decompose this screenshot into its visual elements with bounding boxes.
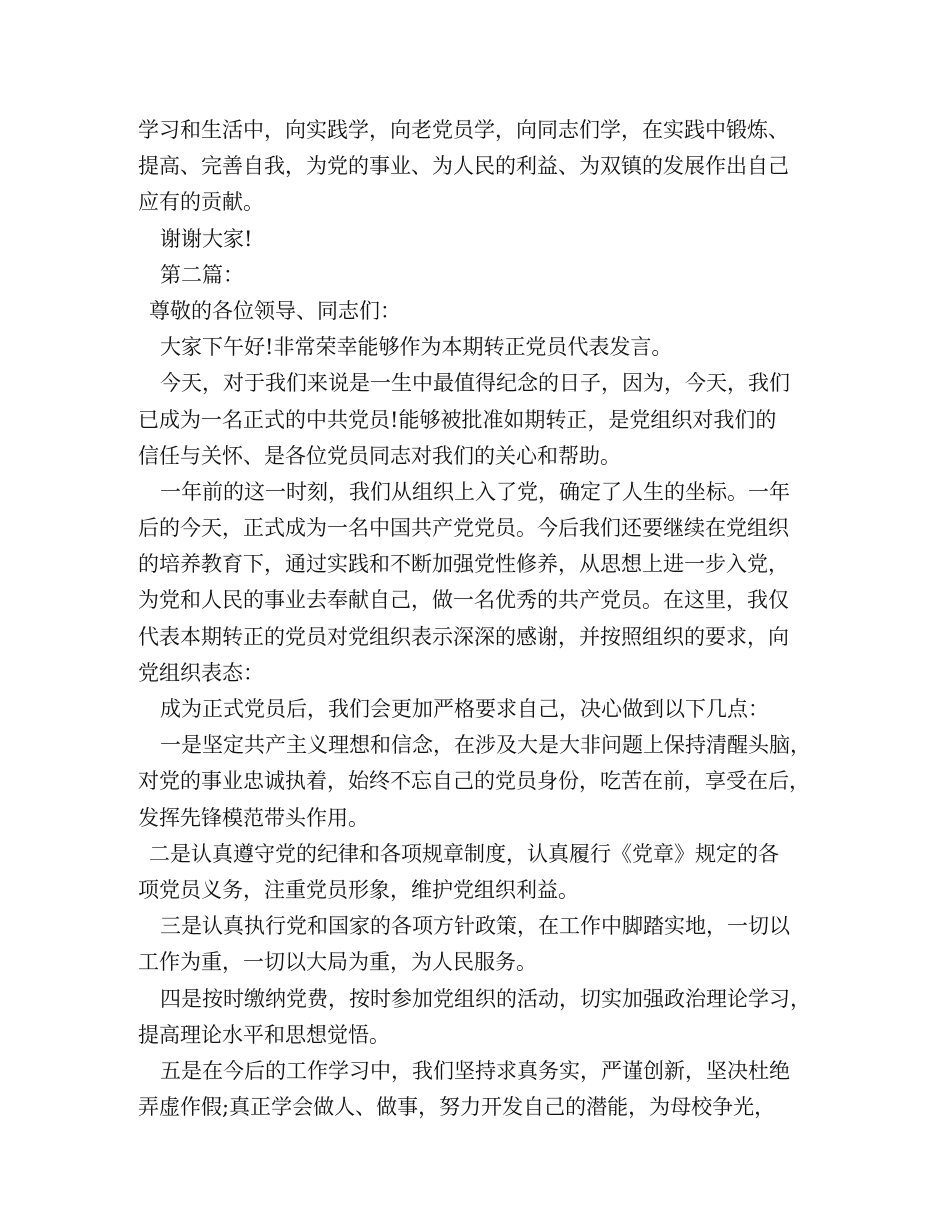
- document-body: [138, 112, 828, 1125]
- text-line: 信任与关怀、是各位党员同志对我们的关心和帮助。: [138, 443, 621, 468]
- text-line: 提高理论水平和思想觉悟。: [138, 1022, 390, 1047]
- text-line: 应有的贡献。: [138, 190, 264, 215]
- text-line: 谢谢大家!: [160, 226, 253, 251]
- text-line: 项党员义务，注重党员形象，维护党组织利益。: [138, 877, 579, 902]
- text-line: 一是坚定共产主义理想和信念，在涉及大是大非问题上保持清醒头脑，: [160, 733, 811, 758]
- text-line: 二是认真遵守党的纪律和各项规章制度，认真履行《党章》规定的各: [149, 841, 779, 866]
- text-line: 一年前的这一时刻，我们从组织上入了党，确定了人生的坐标。一年: [160, 479, 790, 504]
- text-line: 三是认真执行党和国家的各项方针政策，在工作中脚踏实地，一切以: [160, 914, 790, 939]
- text-line: 五是在今后的工作学习中，我们坚持求真务实，严谨创新，坚决杜绝: [160, 1058, 790, 1083]
- text-line: 四是按时缴纳党费，按时参加党组织的活动，切实加强政治理论学习，: [160, 986, 811, 1011]
- text-line: 已成为一名正式的中共党员!能够被批准如期转正，是党组织对我们的: [138, 407, 777, 432]
- text-line: 后的今天，正式成为一名中国共产党党员。今后我们还要继续在党组织: [138, 516, 789, 541]
- text-line: 对党的事业忠诚执着，始终不忘自己的党员身份，吃苦在前，享受在后，: [138, 769, 810, 794]
- text-line: 党组织表态：: [138, 660, 264, 685]
- text-line: 弄虚作假;真正学会做人、做事，努力开发自己的潜能，为母校争光，: [138, 1095, 776, 1120]
- text-line: 提高、完善自我，为党的事业、为人民的利益、为双镇的发展作出自己: [138, 154, 789, 179]
- text-line: 今天，对于我们来说是一生中最值得纪念的日子，因为，今天，我们: [160, 371, 790, 396]
- text-line: 为党和人民的事业去奉献自己，做一名优秀的共产党员。在这里，我仅: [138, 588, 789, 613]
- text-line: 工作为重，一切以大局为重，为人民服务。: [138, 950, 537, 975]
- text-line: 发挥先锋模范带头作用。: [138, 805, 369, 830]
- text-line: 第二篇：: [160, 262, 244, 287]
- text-line: 的培养教育下，通过实践和不断加强党性修养，从思想上进一步入党，: [138, 552, 789, 577]
- text-line: 成为正式党员后，我们会更加严格要求自己，决心做到以下几点：: [160, 697, 769, 721]
- text-line: 代表本期转正的党员对党组织表示深深的感谢，并按照组织的要求，向: [138, 624, 789, 649]
- text-line: 学习和生活中，向实践学，向老党员学，向同志们学，在实践中锻炼、: [138, 118, 789, 142]
- text-line: 尊敬的各位领导、同志们：: [149, 298, 401, 323]
- text-line: 大家下午好!非常荣幸能够作为本期转正党员代表发言。: [160, 335, 673, 360]
